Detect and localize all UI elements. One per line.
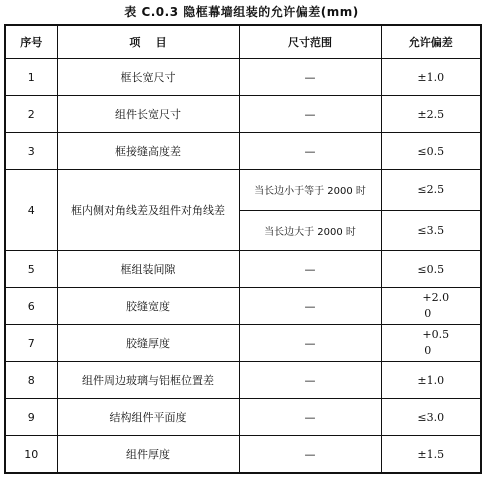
row-item: 框接缝高度差 — [57, 133, 239, 170]
row-range: — — [239, 288, 381, 325]
row-range: — — [239, 362, 381, 399]
row-no: 10 — [5, 436, 57, 474]
table-row — [5, 325, 481, 362]
tolerance-stack — [382, 290, 481, 322]
header-item: 项 目 — [57, 25, 239, 59]
row-item: 框组装间隙 — [57, 251, 239, 288]
header-range: 尺寸范围 — [239, 25, 381, 59]
row-item: 组件长宽尺寸 — [57, 96, 239, 133]
table-row — [5, 59, 481, 96]
row-no: 9 — [5, 399, 57, 436]
row-range: — — [239, 59, 381, 96]
row-tolerance: ≤0.5 — [381, 251, 481, 288]
header-tolerance: 允许偏差 — [381, 25, 481, 59]
row-item: 胶缝厚度 — [57, 325, 239, 362]
row-tolerance: ±1.0 — [381, 59, 481, 96]
row-range: — — [239, 251, 381, 288]
table-row — [5, 133, 481, 170]
row-tolerance: ±1.5 — [381, 436, 481, 474]
header-no: 序号 — [5, 25, 57, 59]
table-title: 表 C.0.3 隐框幕墙组装的允许偏差(mm) — [124, 5, 359, 19]
row-tolerance — [381, 288, 481, 325]
table-row — [5, 399, 481, 436]
row-tolerance: ±2.5 — [381, 96, 481, 133]
row-item: 组件周边玻璃与铝框位置差 — [57, 362, 239, 399]
row-tolerance — [381, 325, 481, 362]
row-range: — — [239, 133, 381, 170]
tolerance-lower: 0 — [424, 307, 432, 320]
tolerance-table-container — [4, 24, 480, 474]
row-no: 2 — [5, 96, 57, 133]
row-no: 5 — [5, 251, 57, 288]
row-item: 结构组件平面度 — [57, 399, 239, 436]
row-tolerance: ≤0.5 — [381, 133, 481, 170]
row-tolerance: ≤2.5 — [381, 170, 481, 211]
table-row — [5, 362, 481, 399]
table-row — [5, 96, 481, 133]
row-tolerance: ≤3.0 — [381, 399, 481, 436]
tolerance-upper: +0.5 — [422, 328, 450, 341]
row-no: 7 — [5, 325, 57, 362]
table-row — [5, 436, 481, 474]
row-item: 框长宽尺寸 — [57, 59, 239, 96]
table-row — [5, 251, 481, 288]
row-range: — — [239, 96, 381, 133]
row-item: 胶缝宽度 — [57, 288, 239, 325]
row-no: 1 — [5, 59, 57, 96]
header-row — [5, 25, 481, 59]
row-range: — — [239, 436, 381, 474]
row-range: 当长边大于 2000 时 — [239, 210, 381, 251]
row-range: — — [239, 325, 381, 362]
row-item: 组件厚度 — [57, 436, 239, 474]
row-no: 4 — [5, 170, 57, 251]
row-no: 6 — [5, 288, 57, 325]
row-tolerance: ±1.0 — [381, 362, 481, 399]
row-range: — — [239, 399, 381, 436]
tolerance-upper: +2.0 — [422, 291, 450, 304]
row-item: 框内侧对角线差及组件对角线差 — [57, 170, 239, 251]
table-row — [5, 288, 481, 325]
tolerance-stack — [382, 327, 481, 359]
row-no: 8 — [5, 362, 57, 399]
row-no: 3 — [5, 133, 57, 170]
tolerance-table — [4, 24, 482, 474]
row-tolerance: ≤3.5 — [381, 210, 481, 251]
tolerance-lower: 0 — [424, 344, 432, 357]
table-row — [5, 170, 481, 211]
row-range: 当长边小于等于 2000 时 — [239, 170, 381, 211]
